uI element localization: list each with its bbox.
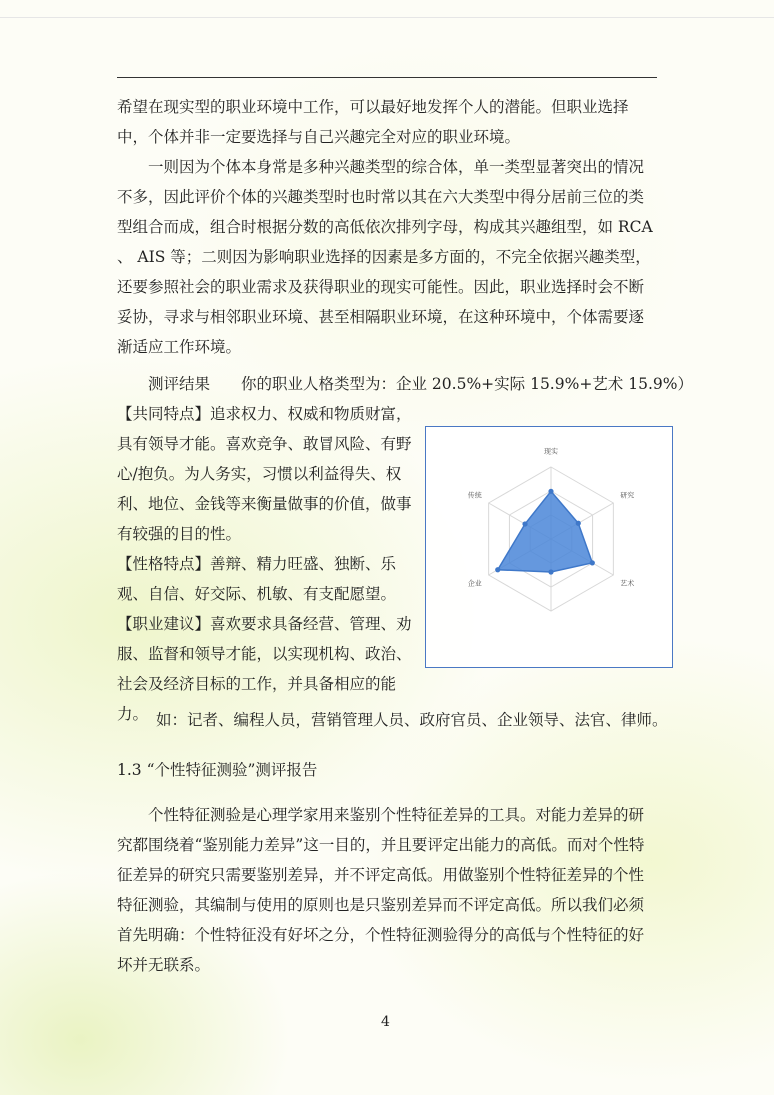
personality-traits: 【性格特点】善辩、精力旺盛、独断、乐观、自信、好交际、机敏、有支配愿望。 xyxy=(117,555,397,603)
radar-data-point xyxy=(548,489,553,494)
radar-data-point xyxy=(522,521,527,526)
radar-data-point xyxy=(590,560,595,565)
section-heading: 1.3 “个性特征测验”测评报告 xyxy=(117,761,318,779)
radar-axis-label: 企业 xyxy=(467,579,482,588)
radar-axis-label: 研究 xyxy=(620,491,635,500)
header-rule xyxy=(117,77,657,78)
page-top-edge xyxy=(0,17,774,18)
radar-axis-label: 现实 xyxy=(544,447,558,456)
radar-chart xyxy=(425,426,673,668)
radar-data-point xyxy=(548,569,553,574)
career-advice: 【职业建议】喜欢要求具备经营、管理、劝服、监督和领导才能，以实现机构、政治、社会及经济目标的工作，并具备相应的能力。 xyxy=(117,615,412,723)
radar-axis-label: 传统 xyxy=(467,491,482,500)
radar-data-point xyxy=(495,567,500,572)
paragraph-personality-test: 个性特征测验是心理学家用来鉴别个性特征差异的工具。对能力差异的研究都围绕着“鉴别能力差异”这一目的，并且要评定出能力的高低。而对个性特征差异的研究只需要鉴别差异，并不评定高低。用做鉴别个性特征差异的个性特征测验，其编制与使用的原则也是只鉴别差异而不评定高低。所以我们必须首先明确：个性特征没有好坏之分，个性特征测验得分的高低与个性特征的好坏并无联系。 xyxy=(117,806,645,974)
radar-data-point xyxy=(576,521,581,526)
trait-block xyxy=(117,399,422,729)
career-examples: 如：记者、编程人员，营销管理人员、政府官员、企业领导、法官、律师。 xyxy=(156,711,668,729)
common-traits: 【共同特点】追求权力、权威和物质财富，具有领导才能。喜欢竞争、敢冒风险、有野心/抱负。为人务实，习惯以利益得失、权利、地位、金钱等来衡量做事的价值，做事有较强的目的性。 xyxy=(117,405,412,543)
paragraph-intro: 希望在现实型的职业环境中工作，可以最好地发挥个人的潜能。但职业选择中，个体并非一定要选择与自己兴趣完全对应的职业环境。 xyxy=(117,98,629,146)
result-line: 测评结果 你的职业人格类型为：企业 20.5%+实际 15.9%+艺术 15.9%） xyxy=(148,375,693,393)
paragraph-combination: 一则因为个体本身常是多种兴趣类型的综合体，单一类型显著突出的情况不多，因此评价个体的兴趣类型时也时常以其在六大类型中得分居前三位的类型组合而成，组合时根据分数的高低依次排列字母，构成其兴趣组型，如 RCA 、 AIS 等；二则因为影响职业选择的因素是多方面的，不完全依据兴趣类型，还要参照社会的职业需求及获得职业的现实可能性。因此，职业选择时会不断妥协，寻求与相邻职业环境、甚至相隔职业环境，在这种环境中，个体需要逐渐适应工作环境。 xyxy=(117,158,653,356)
radar-axis-label: 艺术 xyxy=(620,579,635,588)
radar-series-area xyxy=(498,491,593,572)
page-number: 4 xyxy=(381,1014,390,1030)
radar-chart-svg xyxy=(426,427,672,667)
